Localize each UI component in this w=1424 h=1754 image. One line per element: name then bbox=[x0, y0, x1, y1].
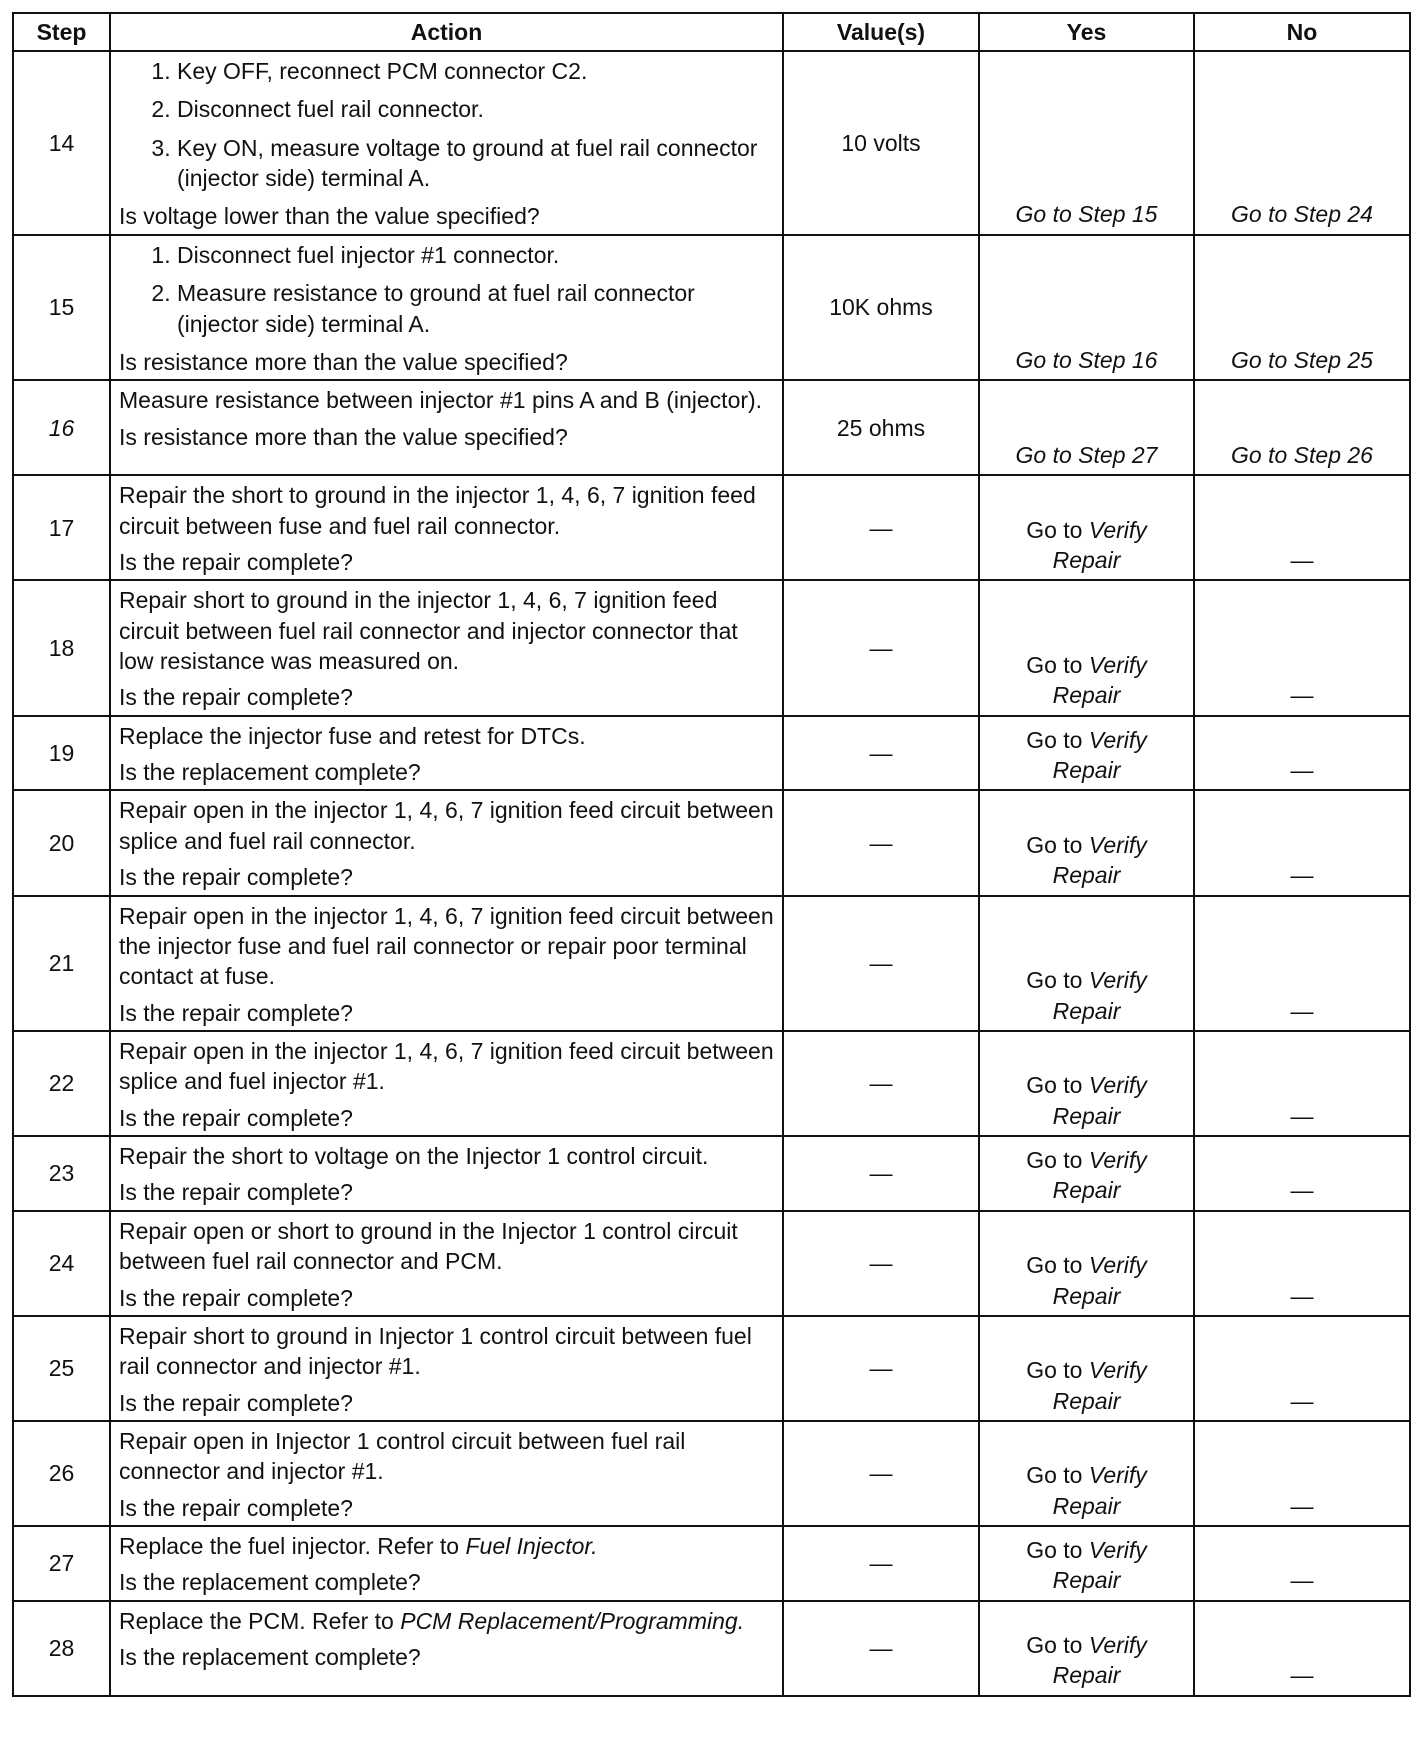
table-row bbox=[13, 716, 1410, 791]
yes-goto: Go to Step 15 bbox=[1015, 201, 1158, 228]
yes-verify-repair bbox=[1012, 1355, 1162, 1416]
no-text: — bbox=[1290, 682, 1314, 709]
no-text: — bbox=[1290, 1282, 1314, 1309]
yes-goto-plain: Go to bbox=[1026, 831, 1083, 858]
action-text bbox=[119, 1531, 776, 1561]
no-cell bbox=[1194, 1211, 1410, 1316]
value-text: 25 ohms bbox=[836, 414, 926, 441]
header-values: Value(s) bbox=[783, 13, 979, 51]
yes-cell bbox=[979, 580, 1194, 715]
value-text: — bbox=[869, 514, 893, 541]
action-cell bbox=[110, 1421, 783, 1526]
value-cell bbox=[783, 235, 979, 380]
action-cell bbox=[110, 475, 783, 580]
value-cell bbox=[783, 580, 979, 715]
action-text-plain: Repair short to ground in Injector 1 control circuit between fuel rail connector and injector #1. bbox=[119, 1322, 752, 1380]
yes-cell bbox=[979, 1316, 1194, 1421]
value-cell bbox=[783, 790, 979, 895]
table-row bbox=[13, 1211, 1410, 1316]
header-row bbox=[13, 13, 1410, 51]
no-text: — bbox=[1290, 1662, 1314, 1689]
value-cell bbox=[783, 1136, 979, 1211]
value-cell bbox=[783, 1031, 979, 1136]
action-question: Is the replacement complete? bbox=[119, 759, 421, 786]
action-text bbox=[119, 480, 776, 541]
no-text: — bbox=[1290, 1102, 1314, 1129]
action-text bbox=[119, 901, 776, 992]
no-text: — bbox=[1290, 997, 1314, 1024]
yes-verify-repair bbox=[1012, 1070, 1162, 1131]
action-question: Is the repair complete? bbox=[119, 548, 353, 575]
step-number: 25 bbox=[13, 1316, 110, 1421]
action-text-plain: Replace the PCM. Refer to bbox=[119, 1607, 394, 1634]
value-text: — bbox=[869, 1250, 893, 1277]
value-text: — bbox=[869, 739, 893, 766]
yes-goto-plain: Go to bbox=[1026, 967, 1083, 994]
action-cell bbox=[110, 790, 783, 895]
yes-goto-plain: Go to bbox=[1026, 1147, 1083, 1174]
no-text: — bbox=[1290, 1387, 1314, 1414]
yes-cell bbox=[979, 235, 1194, 380]
yes-goto-italic: Verify Repair bbox=[1052, 1252, 1147, 1309]
action-cell bbox=[110, 716, 783, 791]
yes-cell bbox=[979, 1526, 1194, 1601]
table-row bbox=[13, 1031, 1410, 1136]
yes-goto-italic: Verify Repair bbox=[1052, 1357, 1147, 1414]
action-cell bbox=[110, 580, 783, 715]
no-cell bbox=[1194, 235, 1410, 380]
action-text-plain: Replace the fuel injector. Refer to bbox=[119, 1533, 460, 1560]
action-question: Is resistance more than the value specified? bbox=[119, 348, 568, 375]
action-question: Is the repair complete? bbox=[119, 1284, 353, 1311]
no-cell bbox=[1194, 580, 1410, 715]
table-row bbox=[13, 790, 1410, 895]
action-step-item: 2. Measure resistance to ground at fuel rail connector (injector side) terminal A. bbox=[177, 278, 776, 339]
action-text-plain: Replace the injector fuse and retest for DTCs. bbox=[119, 722, 586, 749]
action-text bbox=[119, 1606, 776, 1636]
action-question: Is the repair complete? bbox=[119, 1104, 353, 1131]
yes-goto-plain: Go to bbox=[1026, 1072, 1083, 1099]
table-row bbox=[13, 51, 1410, 235]
no-text: — bbox=[1290, 1177, 1314, 1204]
action-cell bbox=[110, 896, 783, 1031]
yes-verify-repair bbox=[1012, 830, 1162, 891]
table-row bbox=[13, 235, 1410, 380]
value-cell bbox=[783, 1421, 979, 1526]
value-cell bbox=[783, 1316, 979, 1421]
yes-goto-italic: Verify Repair bbox=[1052, 831, 1147, 889]
action-question: Is the repair complete? bbox=[119, 1179, 353, 1206]
step-number: 28 bbox=[13, 1601, 110, 1696]
action-question: Is the repair complete? bbox=[119, 1389, 353, 1416]
action-question: Is voltage lower than the value specified? bbox=[119, 203, 540, 230]
header-step: Step bbox=[13, 13, 110, 51]
action-text bbox=[119, 385, 776, 415]
action-text bbox=[119, 1216, 776, 1277]
yes-goto-italic: Verify Repair bbox=[1052, 1072, 1147, 1129]
yes-verify-repair bbox=[1012, 1250, 1162, 1311]
action-cell bbox=[110, 380, 783, 475]
step-number: 23 bbox=[13, 1136, 110, 1211]
action-text bbox=[119, 1426, 776, 1487]
action-question: Is the repair complete? bbox=[119, 999, 353, 1026]
action-text bbox=[119, 721, 776, 751]
step-number: 14 bbox=[13, 51, 110, 235]
table-row bbox=[13, 1136, 1410, 1211]
diagnostic-table bbox=[12, 12, 1411, 1697]
table-row bbox=[13, 580, 1410, 715]
action-text bbox=[119, 795, 776, 856]
yes-cell bbox=[979, 790, 1194, 895]
header-no: No bbox=[1194, 13, 1410, 51]
yes-verify-repair bbox=[1012, 1145, 1162, 1206]
action-text-plain: Repair open in the injector 1, 4, 6, 7 ignition feed circuit between splice and fuel injector #1. bbox=[119, 1037, 774, 1095]
no-cell bbox=[1194, 380, 1410, 475]
value-cell bbox=[783, 716, 979, 791]
yes-goto-italic: Verify Repair bbox=[1052, 516, 1147, 573]
table-row bbox=[13, 896, 1410, 1031]
value-cell bbox=[783, 51, 979, 235]
table-row bbox=[13, 1601, 1410, 1696]
no-text: Go to Step 24 bbox=[1231, 201, 1373, 228]
step-number: 24 bbox=[13, 1211, 110, 1316]
step-number: 19 bbox=[13, 716, 110, 791]
action-steps bbox=[119, 240, 776, 339]
table-row bbox=[13, 1526, 1410, 1601]
yes-cell bbox=[979, 896, 1194, 1031]
step-number: 18 bbox=[13, 580, 110, 715]
yes-goto-plain: Go to bbox=[1026, 1252, 1083, 1279]
no-cell bbox=[1194, 1421, 1410, 1526]
no-cell bbox=[1194, 1316, 1410, 1421]
action-reference: Fuel Injector. bbox=[465, 1533, 598, 1560]
action-text-plain: Repair the short to ground in the injector 1, 4, 6, 7 ignition feed circuit between fuse and fuel rail connector. bbox=[119, 482, 756, 539]
yes-cell bbox=[979, 716, 1194, 791]
value-text: — bbox=[869, 1070, 893, 1097]
yes-goto-italic: Verify Repair bbox=[1052, 1147, 1147, 1204]
step-number: 27 bbox=[13, 1526, 110, 1601]
table-row bbox=[13, 1316, 1410, 1421]
yes-goto-plain: Go to bbox=[1026, 1357, 1083, 1384]
value-text: 10K ohms bbox=[829, 294, 933, 321]
step-number: 20 bbox=[13, 790, 110, 895]
action-step-item: 2. Disconnect fuel rail connector. bbox=[177, 94, 776, 124]
yes-verify-repair bbox=[1012, 650, 1162, 711]
yes-goto-italic: Verify Repair bbox=[1052, 1632, 1147, 1689]
value-text: — bbox=[869, 1160, 893, 1187]
action-text-plain: Repair the short to voltage on the Injector 1 control circuit. bbox=[119, 1143, 709, 1170]
no-text: — bbox=[1290, 1567, 1314, 1594]
yes-goto-italic: Verify Repair bbox=[1052, 1462, 1147, 1519]
yes-goto-plain: Go to bbox=[1026, 726, 1083, 753]
yes-verify-repair bbox=[1012, 1535, 1162, 1596]
no-text: — bbox=[1290, 757, 1314, 784]
action-text-plain: Repair open or short to ground in the Injector 1 control circuit between fuel rail connector and PCM. bbox=[119, 1217, 738, 1275]
action-question: Is the repair complete? bbox=[119, 684, 353, 711]
table-row bbox=[13, 380, 1410, 475]
value-cell bbox=[783, 896, 979, 1031]
no-text: — bbox=[1290, 546, 1314, 573]
value-text: — bbox=[869, 1460, 893, 1487]
action-text-plain: Repair open in Injector 1 control circuit between fuel rail connector and injector #1. bbox=[119, 1427, 686, 1485]
action-text-plain: Repair open in the injector 1, 4, 6, 7 ignition feed circuit between the injector fuse and fuel rail connector or repair poor terminal contact at fuse. bbox=[119, 902, 774, 990]
yes-goto-italic: Verify Repair bbox=[1052, 652, 1147, 709]
yes-cell bbox=[979, 51, 1194, 235]
action-cell bbox=[110, 1031, 783, 1136]
action-text bbox=[119, 1321, 776, 1382]
yes-goto-plain: Go to bbox=[1026, 1537, 1083, 1564]
header-action: Action bbox=[110, 13, 783, 51]
action-cell bbox=[110, 51, 783, 235]
yes-cell bbox=[979, 1211, 1194, 1316]
no-cell bbox=[1194, 1526, 1410, 1601]
yes-goto-plain: Go to bbox=[1026, 1632, 1083, 1659]
yes-verify-repair bbox=[1012, 1460, 1162, 1521]
value-text: — bbox=[869, 1550, 893, 1577]
step-number: 22 bbox=[13, 1031, 110, 1136]
action-question: Is the repair complete? bbox=[119, 864, 353, 891]
table-row bbox=[13, 475, 1410, 580]
step-number: 21 bbox=[13, 896, 110, 1031]
action-step-item: 3. Key ON, measure voltage to ground at fuel rail connector (injector side) terminal A. bbox=[177, 133, 776, 194]
action-text bbox=[119, 1141, 776, 1171]
no-cell bbox=[1194, 716, 1410, 791]
value-cell bbox=[783, 380, 979, 475]
value-cell bbox=[783, 1526, 979, 1601]
yes-verify-repair bbox=[1012, 725, 1162, 786]
no-cell bbox=[1194, 896, 1410, 1031]
value-text: — bbox=[869, 634, 893, 661]
action-text-plain: Measure resistance between injector #1 pins A and B (injector). bbox=[119, 387, 763, 414]
yes-goto-italic: Verify Repair bbox=[1052, 1537, 1147, 1594]
step-number: 16 bbox=[13, 380, 110, 475]
yes-verify-repair bbox=[1012, 515, 1162, 576]
table-row bbox=[13, 1421, 1410, 1526]
yes-verify-repair bbox=[1012, 965, 1162, 1026]
value-cell bbox=[783, 1211, 979, 1316]
yes-goto: Go to Step 16 bbox=[1015, 346, 1158, 373]
yes-cell bbox=[979, 1421, 1194, 1526]
action-cell bbox=[110, 1316, 783, 1421]
value-text: — bbox=[869, 829, 893, 856]
action-reference: PCM Replacement/Programming. bbox=[400, 1607, 745, 1634]
value-text: — bbox=[869, 1635, 893, 1662]
action-question: Is resistance more than the value specified? bbox=[119, 423, 568, 450]
value-text: 10 volts bbox=[841, 129, 921, 156]
value-text: — bbox=[869, 1355, 893, 1382]
step-number: 17 bbox=[13, 475, 110, 580]
no-cell bbox=[1194, 475, 1410, 580]
action-cell bbox=[110, 1136, 783, 1211]
value-cell bbox=[783, 1601, 979, 1696]
step-number: 15 bbox=[13, 235, 110, 380]
no-text: Go to Step 25 bbox=[1231, 346, 1373, 373]
action-question: Is the repair complete? bbox=[119, 1494, 353, 1521]
step-number: 26 bbox=[13, 1421, 110, 1526]
yes-cell bbox=[979, 475, 1194, 580]
yes-goto-plain: Go to bbox=[1026, 516, 1083, 543]
action-text-plain: Repair open in the injector 1, 4, 6, 7 ignition feed circuit between splice and fuel rail connector. bbox=[119, 797, 774, 854]
no-text: — bbox=[1290, 1492, 1314, 1519]
yes-cell bbox=[979, 1031, 1194, 1136]
yes-goto-italic: Verify Repair bbox=[1052, 967, 1147, 1024]
no-text: — bbox=[1290, 862, 1314, 889]
yes-verify-repair bbox=[1012, 1630, 1162, 1691]
action-question: Is the replacement complete? bbox=[119, 1569, 421, 1596]
yes-cell bbox=[979, 380, 1194, 475]
action-cell bbox=[110, 235, 783, 380]
yes-goto-plain: Go to bbox=[1026, 652, 1083, 679]
value-text: — bbox=[869, 950, 893, 977]
action-text bbox=[119, 585, 776, 676]
table-body bbox=[13, 51, 1410, 1696]
yes-goto-italic: Verify Repair bbox=[1052, 726, 1147, 784]
action-step-item: 1. Key OFF, reconnect PCM connector C2. bbox=[177, 56, 776, 86]
action-steps bbox=[119, 56, 776, 193]
action-text bbox=[119, 1036, 776, 1097]
no-cell bbox=[1194, 1601, 1410, 1696]
action-step-item: 1. Disconnect fuel injector #1 connector. bbox=[177, 240, 776, 270]
no-cell bbox=[1194, 1136, 1410, 1211]
yes-cell bbox=[979, 1601, 1194, 1696]
yes-cell bbox=[979, 1136, 1194, 1211]
action-cell bbox=[110, 1601, 783, 1696]
action-cell bbox=[110, 1526, 783, 1601]
action-question: Is the replacement complete? bbox=[119, 1644, 421, 1671]
header-yes: Yes bbox=[979, 13, 1194, 51]
no-cell bbox=[1194, 1031, 1410, 1136]
action-cell bbox=[110, 1211, 783, 1316]
no-cell bbox=[1194, 51, 1410, 235]
value-cell bbox=[783, 475, 979, 580]
no-cell bbox=[1194, 790, 1410, 895]
yes-goto-plain: Go to bbox=[1026, 1462, 1083, 1489]
no-text: Go to Step 26 bbox=[1231, 441, 1373, 468]
action-text-plain: Repair short to ground in the injector 1, 4, 6, 7 ignition feed circuit between fuel rail connector and injector connector that low resistance was measured on. bbox=[119, 587, 738, 675]
yes-goto: Go to Step 27 bbox=[1015, 441, 1158, 468]
